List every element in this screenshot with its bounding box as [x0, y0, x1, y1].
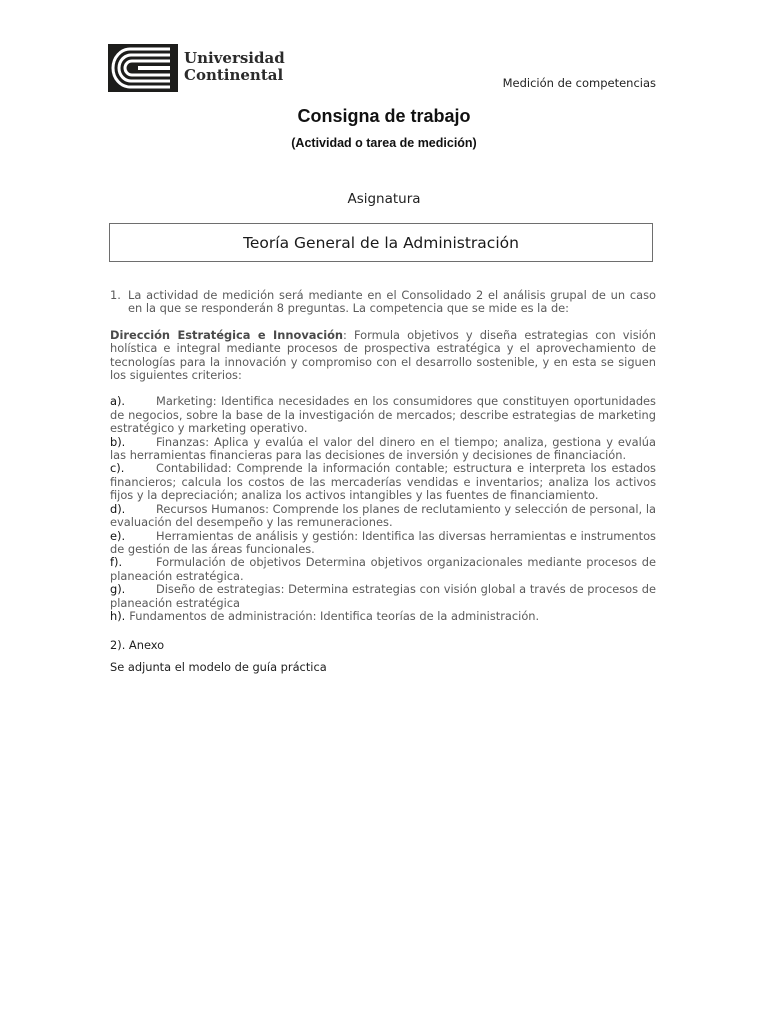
criterion-text: Finanzas: Aplica y evalúa el valor del dinero en el tiempo; analiza, gestiona y evalúa las herramientas financieras para las decisiones de inversión y decisiones de financiación.: [110, 434, 656, 463]
criterion-item: [110, 462, 656, 502]
page-title: Consigna de trabajo: [297, 106, 471, 126]
anexo-heading: 2). Anexo: [110, 638, 165, 653]
anexo-note: Se adjunta el modelo de guía práctica: [110, 659, 327, 674]
criterion-label: a).: [110, 394, 126, 409]
university-name-line2: Continental: [184, 66, 284, 84]
criterion-label: b).: [110, 434, 126, 449]
criterion-text: Recursos Humanos: Comprende los planes de reclutamiento y selección de personal, la evaluación del desempeño y las remuneraciones.: [110, 501, 656, 530]
activity-item: [110, 289, 656, 316]
activity-item-number: 1.: [110, 288, 121, 302]
course-title: Teoría General de la Administración: [243, 233, 519, 252]
competence-name: Dirección Estratégica e Innovación: [110, 327, 344, 342]
criterion-item: [110, 556, 656, 583]
page-subtitle: (Actividad o tarea de medición): [291, 136, 477, 150]
criterion-item: [110, 395, 656, 435]
competence-text: : Formula objetivos y diseña estrategias con visión holística e integral mediante procesos de prospectiva estratégica y el aprovechamiento de tecnologías para la innovación y compromiso con el desarrollo sostenible, y en esta se siguen los siguientes criterios:: [110, 327, 656, 383]
header-competence-label: Medición de competencias: [502, 76, 656, 90]
criterion-text: Contabilidad: Comprende la información contable; estructura e interpreta los estados financieros; calcula los costos de las mercaderías vendidas e inventarios; analiza los activos fijos y la depreciación; analiza los activos intangibles y las fuentes de financiamiento.: [110, 461, 656, 503]
activity-item-text: La actividad de medición será mediante en el Consolidado 2 el análisis grupal de un caso en la que se responderán 8 preguntas. La competencia que se mide es la de:: [128, 288, 656, 316]
document-body: [110, 289, 656, 674]
criterion-item: [110, 583, 656, 610]
criterion-item: [110, 530, 656, 557]
subject-label: Asignatura: [347, 191, 421, 207]
criterion-label: d).: [110, 501, 126, 516]
university-logo-icon: [108, 44, 178, 92]
criterion-text: Marketing: Identifica necesidades en los consumidores que constituyen oportunidades de negocios, sobre la base de la investigación de mercados; describe estrategias de marketing estratégico y marketing operativo.: [110, 394, 656, 436]
competence-paragraph: [110, 329, 656, 383]
criterion-label: g).: [110, 582, 126, 597]
criterion-label: c).: [110, 461, 125, 476]
course-title-box: [109, 223, 653, 262]
criterion-text: Diseño de estrategias: Determina estrategias con visión global a través de procesos de planeación estratégica: [110, 582, 656, 610]
criterion-text: Herramientas de análisis y gestión: Identifica las diversas herramientas e instrumentos de gestión de las áreas funcionales.: [110, 528, 656, 556]
university-name-line1: Universidad: [184, 49, 285, 67]
criterion-item: [110, 610, 656, 623]
university-name: [184, 50, 285, 84]
criterion-text: Fundamentos de administración: Identifica teorías de la administración.: [129, 608, 540, 623]
criterion-item: [110, 436, 656, 463]
criterion-item: [110, 503, 656, 530]
criterion-label: f).: [110, 555, 123, 570]
criterion-text: Formulación de objetivos Determina objetivos organizacionales mediante procesos de planeación estratégica.: [110, 555, 656, 583]
criterion-label: e).: [110, 528, 126, 543]
criteria-list: [110, 395, 656, 623]
criterion-label: h).: [110, 608, 126, 623]
